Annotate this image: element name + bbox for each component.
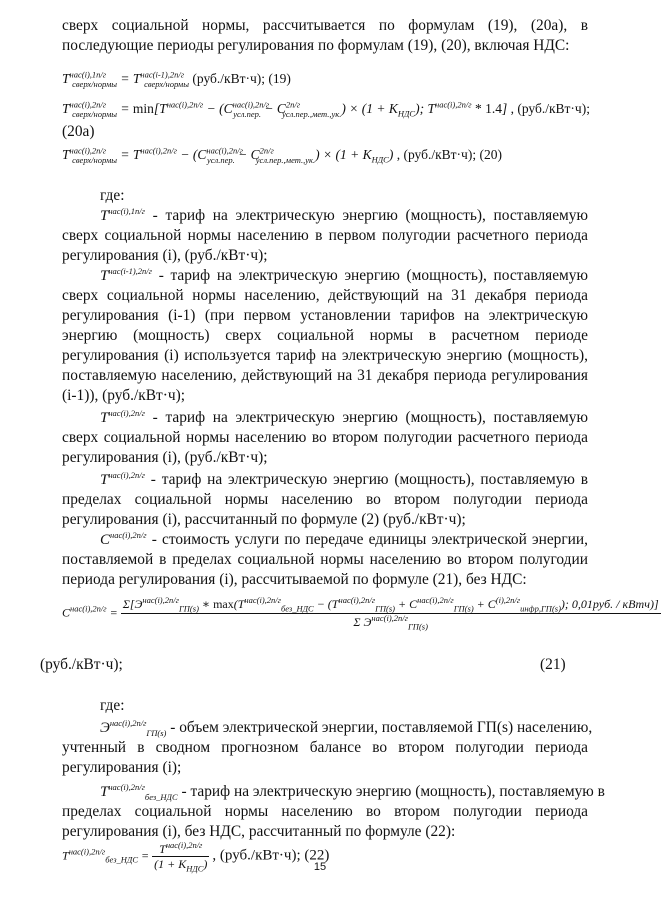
- def-3-line-2: сверх социальной нормы населению во втором полугодии расчетного периода: [62, 429, 588, 446]
- formula-20: $T^{нас(i),2п/г}_{сверх/нормы} = T^{нас(i),2п/г} - (C^{нас(i),2п/г}_{усл.пер.} - C^{2п/г}_{усл.пер.,мет.,ук.}) \times (1 + K_{НДС})$ , (руб./кВт·ч); (20): [62, 145, 502, 165]
- where-label-2: где:: [100, 697, 125, 714]
- def-e1-line-2: учтенный в сводном прогнозном балансе во втором полугодии периода: [62, 739, 588, 756]
- formula-19-unit: (руб./кВт·ч); (19): [192, 71, 291, 86]
- def-1-line-3: регулирования (i), (руб./кВт·ч);: [62, 247, 268, 264]
- def-5-line-2: поставляемой в пределах социальной нормы населению во втором полугодии: [62, 551, 588, 568]
- formula-19: $T^{нас(i),1п/г}_{сверх/нормы} = T^{нас(i-1),2п/г}_{сверх/нормы}$ (руб./кВт·ч); (19): [62, 69, 291, 89]
- def-e1-symbol: $Э^{нас(i),2п/г}_{ГП(s)}$: [100, 718, 167, 738]
- formula-22-unit: , (руб./кВт·ч); (22): [212, 847, 330, 864]
- def-2-line-4: энергию (мощность) сверх социальной нормы в расчетном периоде: [62, 327, 588, 344]
- def-2-line-7: (i-1)), (руб./кВт·ч);: [62, 387, 185, 404]
- def-1-line-1: $T^{нас(i),1п/г}$ - тариф на электрическую энергию (мощность), поставляемую: [100, 206, 588, 224]
- formula-22-fraction: $\frac{T^{нас(i),2п/г}}{(1 + K_{НДС})}$: [154, 840, 208, 874]
- def-5-symbol: $C^{нас(i),2п/г}$: [100, 530, 147, 548]
- formula-20a: $T^{нас(i),2п/г}_{сверх/нормы} = \min[T^{нас(i),2п/г} - (C^{нас(i),2п/г}_{усл.пер.} - C^{2п/г}_{усл.пер.,мет.,ук.}) \times (1 + K_{НДС})$; $T^{нас(i),2п/г} * 1.4$] , (руб./кВт·ч);: [62, 99, 590, 119]
- def-3-line-3: регулирования (i), (руб./кВт·ч);: [62, 449, 268, 466]
- formula-21-numerator: $\Sigma[Э^{нас(i),2п/г}_{ГП(s)}$ ∗ $\max(T^{нас(i),2п/г}_{без\_НДС} - (T^{нас(i),2п/г}_{ГП(s)} + C^{нас(i),2п/г}_{ГП(s)} + C^{(i),2п/г}_{инфр,ГП(s)})$; 0,01руб. / кВтч)]: [122, 595, 659, 614]
- formula-21-denominator: Σ $Э^{нас(i),2п/г}_{ГП(s)}$: [353, 613, 428, 632]
- def-4-symbol: $T^{нас(i),2п/г}$: [100, 470, 145, 488]
- def-e1-line-3: регулирования (i);: [62, 759, 182, 776]
- def-3-symbol: $T^{нас(i),2п/г}$: [100, 408, 145, 426]
- def-e2-line-1: $T^{нас(i),2п/г}_{без\_НДС}$ - тариф на электрическую энергию (мощность), поставляемую в: [100, 782, 605, 802]
- def-4-line-2: пределах социальной нормы населению во втором полугодии периода: [62, 491, 588, 508]
- formula-20a-min: min: [132, 101, 154, 116]
- def-2-line-3: регулирования (i-1) (при первом установлении тарифов на электрическую: [62, 307, 588, 324]
- def-5-line-3: периода регулирования (i), рассчитываемой по формуле (21), без НДС:: [62, 571, 527, 588]
- def-1-line-2: сверх социальной нормы населению в первом полугодии расчетного периода: [62, 227, 588, 244]
- def-2-line-2: сверх социальной нормы населению, действующий на 31 декабря периода: [62, 287, 588, 304]
- where-label-1: где:: [100, 187, 125, 204]
- def-3-line-1: $T^{нас(i),2п/г}$ - тариф на электрическую энергию (мощность), поставляемую: [100, 408, 588, 426]
- formula-20a-unit: , (руб./кВт·ч);: [510, 101, 590, 116]
- def-4-line-1: $T^{нас(i),2п/г}$ - тариф на электрическую энергию (мощность), поставляемую в: [100, 470, 588, 488]
- formula-21-fraction: [121, 596, 661, 631]
- def-e2-line-3: регулирования (i), без НДС, рассчитанный по формуле (22):: [62, 823, 456, 840]
- def-4-line-3: регулирования (i), рассчитанный по формуле (2) (руб./кВт·ч);: [62, 511, 466, 528]
- formula-21-unit: (руб./кВт·ч);: [40, 656, 123, 673]
- intro-line-2: последующие периоды регулирования по формулам (19), (20), включая НДС:: [62, 37, 570, 54]
- intro-line-1: сверх социальной нормы, рассчитывается по формулам (19), (20а), в: [62, 17, 588, 34]
- formula-21: $C^{нас(i),2п/г}$ = $\Sigma[Э^{нас(i),2п/г}_{ГП(s)}$ ∗ $\max(T^{нас(i),2п/г}_{без\_НДС} - (T^{нас(i),2п/г}_{ГП(s)} + C^{нас(i),2п/г}_{ГП(s)} + C^{(i),2п/г}_{инфр,ГП(s)})$; 0,01руб. / кВтч)] Σ $Э^{нас(i),2п/г}_{ГП(s)}$: [62, 595, 659, 632]
- def-1-symbol: $T^{нас(i),1п/г}$: [100, 206, 145, 224]
- def-e1-line-1: $Э^{нас(i),2п/г}_{ГП(s)}$ - объем электрической энергии, поставляемой ГП(s) населению,: [100, 718, 593, 738]
- formula-21-label: (21): [540, 656, 566, 673]
- formula-20a-coef: * 1.4: [474, 101, 502, 116]
- formula-20a-label: (20а): [62, 123, 95, 140]
- def-2-line-5: регулирования (i) используется тариф на электрическую энергию (мощность),: [62, 347, 588, 364]
- formula-22: $T^{нас(i),2п/г}_{без\_НДС}$ = $\frac{T^{нас(i),2п/г}}{(1 + K_{НДС})}$ , (руб./кВт·ч); (22): [62, 840, 330, 874]
- def-5-line-1: $C^{нас(i),2п/г}$ - стоимость услуги по передаче единицы электрической энергии,: [100, 530, 588, 548]
- formula-20-unit: , (руб./кВт·ч); (20): [396, 147, 502, 162]
- def-e2-line-2: пределах социальной нормы населению во втором полугодии периода: [62, 803, 588, 820]
- def-e2-symbol: $T^{нас(i),2п/г}_{без\_НДС}$: [100, 782, 178, 802]
- def-2-symbol: $T^{нас(i-1),2п/г}$: [100, 266, 152, 284]
- page-number: 15: [313, 861, 327, 873]
- def-2-line-6: поставляемую населению, действующий на 31 декабря периода регулирования: [62, 367, 588, 384]
- def-2-line-1: $T^{нас(i-1),2п/г}$ - тариф на электрическую энергию (мощность), поставляемую: [100, 266, 588, 284]
